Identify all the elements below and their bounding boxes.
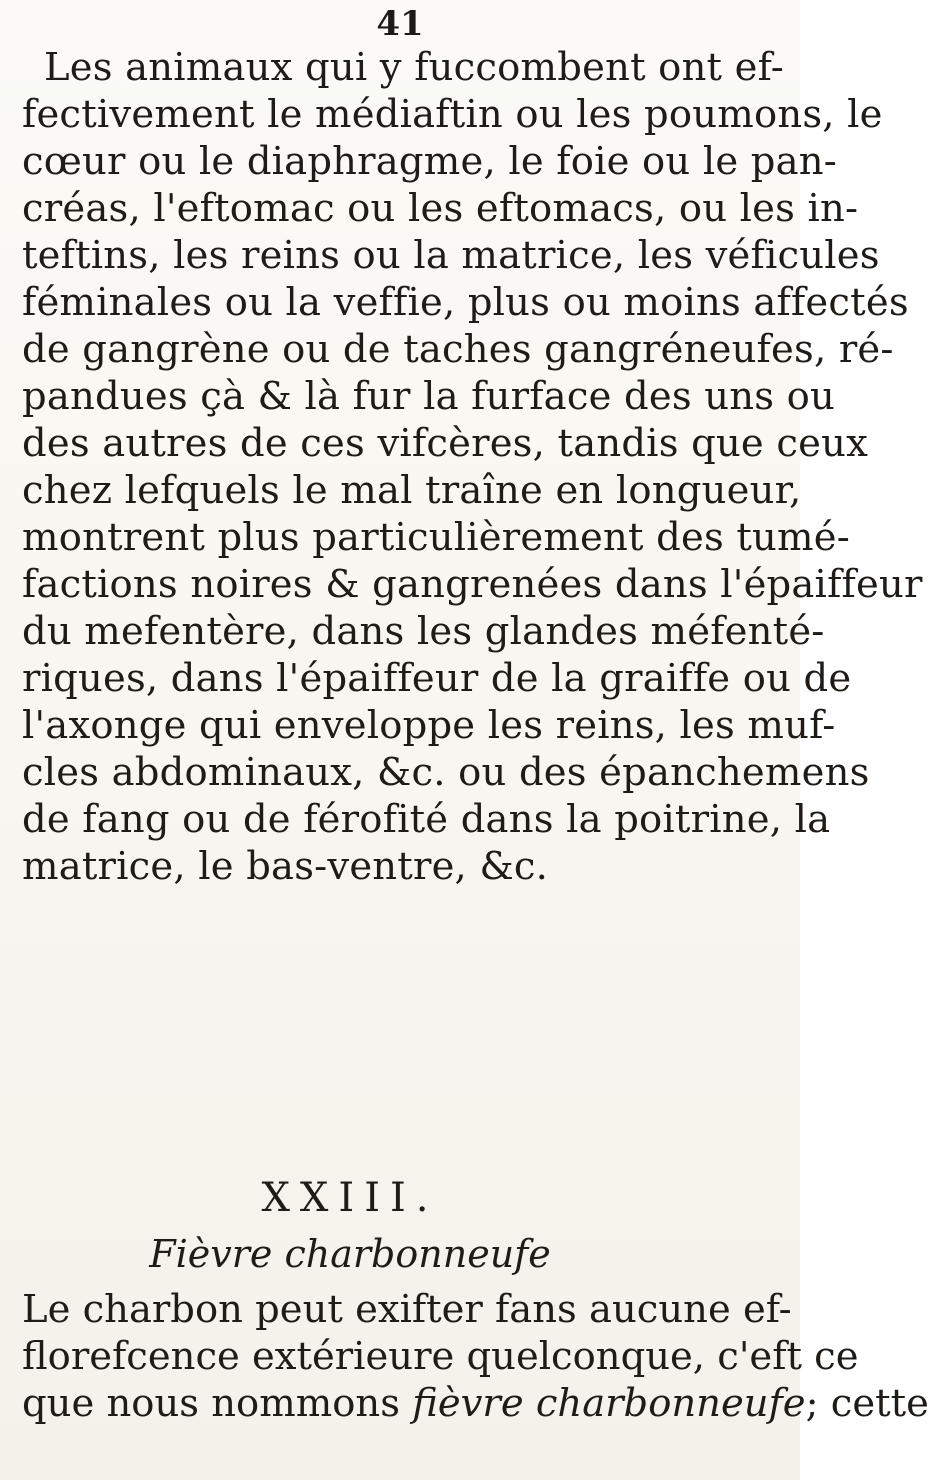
page-number: 41	[376, 4, 424, 44]
section-heading: XXIII.	[261, 1175, 439, 1221]
italic-term: fièvre charbonneufe	[412, 1381, 806, 1426]
text-line: fectivement le médiaftin ou les poumons, le	[22, 92, 883, 137]
text-line: chez lefquels le mal traîne en longueur,	[22, 468, 802, 513]
text-line-last	[22, 1380, 929, 1427]
text-line: des autres de ces vifcères, tandis que ceux	[22, 421, 869, 466]
text-line: cles abdominaux, &c. ou des épanchemens	[22, 750, 870, 795]
text-line: du mefentère, dans les glandes méfenté-	[22, 609, 825, 654]
text-line: teftins, les reins ou la matrice, les véficules	[22, 233, 880, 278]
text-line: l'axonge qui enveloppe les reins, les muf-	[22, 703, 836, 748]
text-line: Les animaux qui y fuccombent ont ef-	[44, 45, 784, 90]
body-text	[22, 44, 923, 890]
text-line: de gangrène ou de taches gangréneufes, ré-	[22, 327, 894, 372]
section-body-text	[22, 1286, 929, 1427]
text-line: féminales ou la veffie, plus ou moins affectés	[22, 280, 909, 325]
text-line: montrent plus particulièrement des tumé-	[22, 515, 850, 560]
text-line: matrice, le bas-ventre, &c.	[22, 844, 549, 889]
text-fragment: que nous nommons	[22, 1381, 400, 1426]
text-line: créas, l'eftomac ou les eftomacs, ou les in-	[22, 186, 859, 231]
text-line: de fang ou de férofité dans la poitrine, la	[22, 797, 831, 842]
text-fragment: ; cette	[805, 1381, 929, 1426]
text-line: factions noires & gangrenées dans l'épaiffeur	[22, 562, 923, 607]
text-line: riques, dans l'épaiffeur de la graiffe ou de	[22, 656, 852, 701]
text-line: Le charbon peut exifter fans aucune ef-	[22, 1287, 792, 1332]
text-line: cœur ou le diaphragme, le foie ou le pan-	[22, 139, 837, 184]
section-subtitle: Fièvre charbonneufe	[149, 1232, 551, 1276]
text-line: pandues çà & là fur la furface des uns ou	[22, 374, 835, 419]
text-line: florefcence extérieure quelconque, c'eft ce	[22, 1334, 859, 1379]
